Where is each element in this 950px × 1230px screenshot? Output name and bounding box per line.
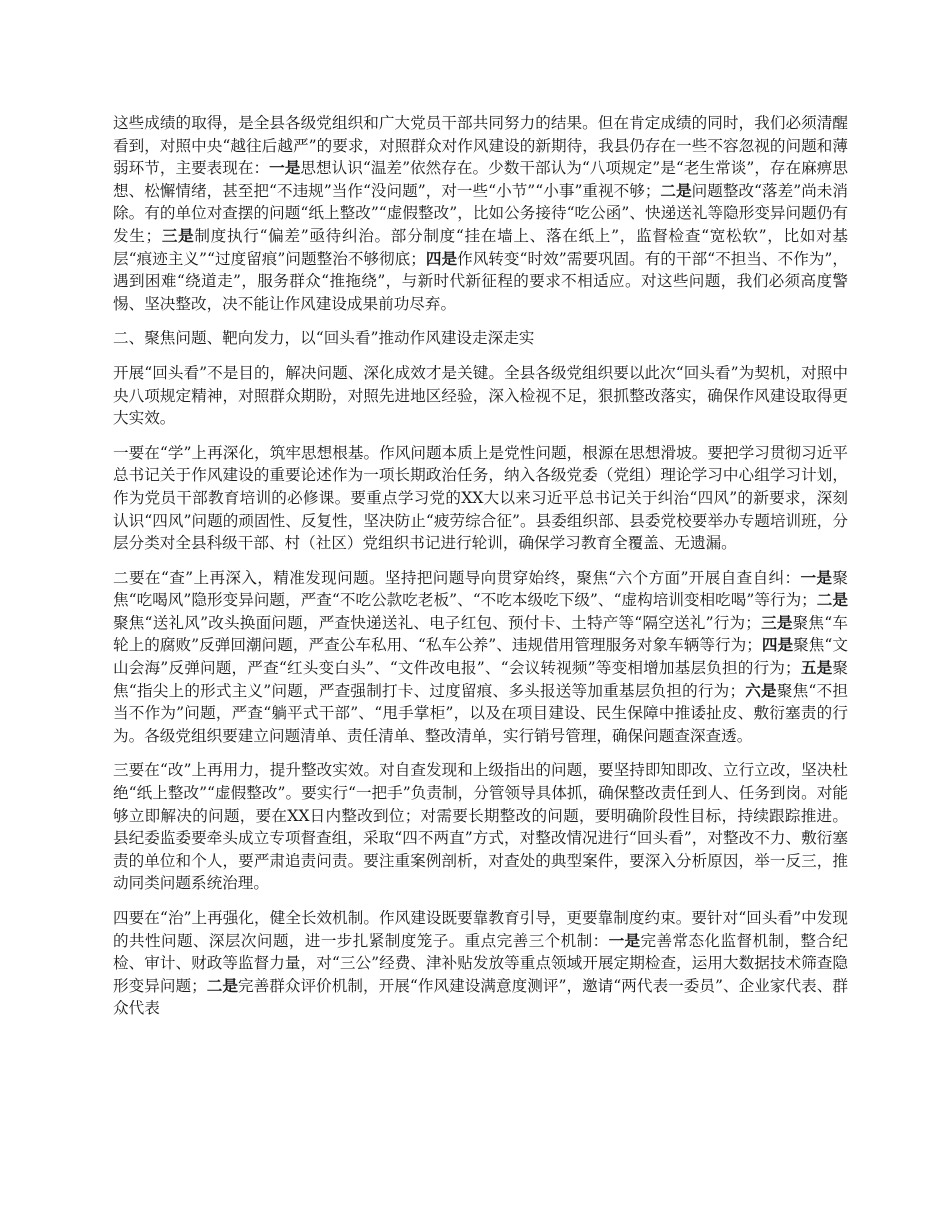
- text-run: 这些成绩的取得，是全县各级党组织和广大党员干部共同努力的结果。但在肯定成绩的同时，我们必须清醒看到，对照中央“越往后越严”的要求，对照群众对作风建设的新期待，我县仍存在一些不容忽视的问题和薄弱环节，主要表现在：: [113, 114, 848, 178]
- text-run: 问题整改“落差”尚未消除。有的单位对查摆的问题“纸上整改”“虚假整改”，比如公务接待“吃公函”、快递送礼等隐形变异问题仍有发生；: [113, 181, 848, 245]
- text-run: 思想认识“温差”依然存在。少数干部认为“八项规定”是“老生常谈”，存在麻痹思想、松懈情绪，甚至把“不违规”当作“没问题”，对一些“小节”“小事”重视不够；: [113, 159, 848, 200]
- bold-enumerator: 一是: [269, 158, 301, 178]
- bold-enumerator: 四是: [425, 248, 458, 268]
- text-run: 作风转变“时效”需要巩固。有的干部“不担当、不作为”，遇到困难“绕道走”，服务群众“推拖绕”，与新时代新征程的要求不相适应。对这些问题，我们必须高度警惕、坚决整改，决不能让作风建设成果前功尽弃。: [113, 249, 848, 313]
- text-run: 聚焦“文山会海”反弹问题，严查“红头变白头”、“文件改电报”、“会议转视频”等变相增加基层负担的行为；: [113, 636, 848, 678]
- text-run: 开展“回头看”不是目的，解决问题、深化成效才是关键。全县各级党组织要以此次“回头看”为契机，对照中央八项规定精神，对照群众期盼，对照先进地区经验，深入检视不足，狠抓整改落实，确保作风建设取得更大实效。: [113, 363, 848, 428]
- text-run: 聚焦“指尖上的形式主义”问题，严查强制打卡、过度留痕、多头报送等加重基层负担的行为；: [113, 659, 848, 700]
- bold-enumerator: 一是: [800, 567, 833, 587]
- text-run: 完善常态化监督机制，整合纪检、审计、财政等监督力量，对“三公”经费、津补贴发放等重点领域开展定期检查，运用大数据技术筛查隐形变异问题；: [113, 931, 848, 995]
- document-page: [113, 112, 848, 1032]
- text-run: 聚焦“送礼风”改头换面问题，严查快递送礼、电子红包、预付卡、土特产等“隔空送礼”行为；: [113, 613, 761, 632]
- text-run: 四要在“治”上再强化，健全长效机制。作风建设既要靠教育引导，更要靠制度约束。要针对“回头看”中发现的共性问题、深层次问题，进一步扎紧制度笼子。重点完善三个机制：: [113, 909, 848, 950]
- text-run: 一要在“学”上再深化，筑牢思想根基。作风问题本质上是党性问题，根源在思想滑坡。要把学习贯彻习近平总书记关于作风建设的重要论述作为一项长期政治任务，纳入各级党委（党组）理论学习中心组学习计划，作为党员干部教育培训的必修课。要重点学习党的XX大以来习近平总书记关于纠治“四风”的新要求，深刻认识“四风”问题的顽固性、反复性，坚决防止“疲劳综合征”。县委组织部、县委党校要举办专题培训班，分层分类对全县科级干部、村（社区）党组织书记进行轮训，确保学习教育全覆盖、无遗漏。: [113, 443, 848, 553]
- paragraph-review-purpose: [113, 362, 848, 430]
- bold-enumerator: 二是: [660, 180, 692, 200]
- bold-enumerator: 四是: [761, 635, 794, 655]
- text-run: 制度执行“偏差”亟待纠治。部分制度“挂在墙上、落在纸上”，监督检查“宽松软”，比如对基层“痕迹主义”“过度留痕”问题整治不够彻底；: [113, 226, 848, 268]
- text-run: 完善群众评价机制，开展“作风建设满意度测评”，邀请“两代表一委员”、企业家代表、群众代表: [113, 976, 848, 1018]
- text-run: 三要在“改”上再用力，提升整改实效。对自查发现和上级指出的问题，要坚持即知即改、立行立改，坚决杜绝“纸上整改”“虚假整改”。要实行“一把手”负责制，分管领导具体抓，确保整改责任到人、任务到岗。对能够立即解决的问题，要在XX日内整改到位；对需要长期整改的问题，要明确阶段性目标，持续跟踪推进。县纪委监委要牵头成立专项督查组，采取“四不两直”方式，对整改情况进行“回头看”，对整改不力、敷衍塞责的单位和个人，要严肃追责问责。要注重案例剖析，对查处的典型案件，要深入分析原因，举一反三，推动同类问题系统治理。: [113, 761, 848, 893]
- bold-enumerator: 二是: [206, 975, 238, 995]
- text-run: 聚焦“不担当不作为”问题，严查“躺平式干部”、“甩手掌柜”，以及在项目建设、民生保障中推诿扯皮、敷衍塞责的行为。各级党组织要建立问题清单、责任清单、整改清单，实行销号管理，确保问题查深查透。: [113, 681, 848, 745]
- paragraph-govern: [113, 907, 848, 1020]
- paragraph-achievements-problems: [113, 112, 848, 315]
- section-heading-2: 二、聚焦问题、靶向发力，以“回头看”推动作风建设走深走实: [113, 329, 535, 348]
- bold-enumerator: 六是: [745, 680, 777, 700]
- paragraph-check: [113, 567, 848, 748]
- bold-enumerator: 三是: [161, 225, 195, 245]
- bold-enumerator: 一是: [608, 930, 641, 950]
- text-run: 聚焦“吃喝风”隐形变异问题，严查“不吃公款吃老板”、“不吃本级吃下级”、“虚构培训变相吃喝”等行为；: [113, 568, 848, 610]
- text-run: 聚焦“车轮上的腐败”反弹回潮问题，严查公车私用、“私车公养”、违规借用管理服务对象车辆等行为；: [113, 613, 848, 655]
- bold-enumerator: 二是: [816, 590, 848, 610]
- paragraph-learn: [113, 442, 848, 555]
- bold-enumerator: 五是: [800, 658, 833, 678]
- text-run: 二要在“查”上再深入，精准发现问题。坚持把问题导向贯穿始终，聚焦“六个方面”开展自查自纠：: [113, 568, 801, 587]
- paragraph-rectify: [113, 759, 848, 895]
- bold-enumerator: 三是: [760, 612, 793, 632]
